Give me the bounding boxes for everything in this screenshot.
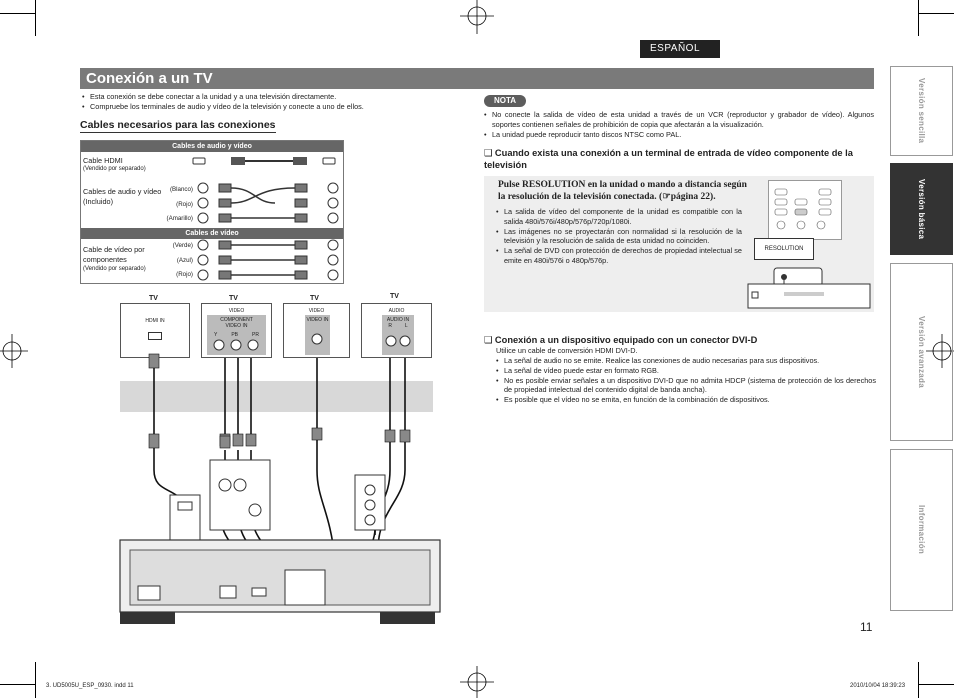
video-group-label: VIDEO bbox=[228, 308, 245, 314]
color-white: (Blanco) bbox=[169, 186, 193, 193]
checkbox-icon: ❑ bbox=[484, 148, 495, 158]
resolution-instruction: Pulse RESOLUTION en la unidad o mando a distancia según la resolución de la televisión conectada. (☞página 22). bbox=[498, 180, 747, 202]
audio-jacks-icon bbox=[382, 333, 414, 349]
component-bullet: • La salida de vídeo del componente de la unidad es compatible con la salida 480i/576i/480p/576p/720p/1080i. bbox=[496, 207, 742, 227]
hdmi-cable-icon bbox=[189, 155, 341, 169]
hdmi-cable-note: (Vendido por separado) bbox=[83, 166, 146, 172]
component-list bbox=[496, 207, 742, 266]
remote-illustration bbox=[768, 180, 842, 240]
color-green: (Verde) bbox=[172, 242, 193, 249]
dvi-bullet: • La señal de audio no se emite. Realice las conexiones de audio necesarias para sus dispositivos. bbox=[496, 356, 876, 366]
nota-bullet: • No conecte la salida de vídeo de esta unidad a través de un VCR (reproductor y grabador de vídeo). Algunos soportes contienen señales de prohibición de copia que afectarán a la visualización. bbox=[484, 110, 874, 130]
tab-informacion[interactable]: Información bbox=[890, 449, 953, 611]
av-cable-label: Cables de audio y vídeo (Incluido) bbox=[83, 187, 162, 206]
tab-version-sencilla[interactable]: Versión sencilla bbox=[890, 66, 953, 156]
player-front-illustration bbox=[744, 236, 874, 312]
dvi-bullet: • La señal de vídeo puede estar en formato RGB. bbox=[496, 366, 876, 376]
pin-y: Y bbox=[214, 332, 218, 338]
registration-mark bbox=[456, 664, 498, 698]
component-heading-text: Cuando exista una conexión a un terminal de entrada de vídeo componente de la televisión bbox=[484, 148, 853, 170]
crop-mark bbox=[918, 13, 954, 14]
component-panel bbox=[484, 176, 874, 312]
video-in-label: VIDEO IN bbox=[306, 317, 329, 323]
page-title-bar bbox=[80, 68, 874, 89]
pin-r: R bbox=[388, 323, 393, 329]
tab-version-basica[interactable]: Versión básica bbox=[890, 163, 953, 255]
pin-pr: PR bbox=[252, 332, 259, 338]
cables-table bbox=[80, 140, 344, 284]
component-bullet: • La señal de DVD con protección de derechos de propiedad intelectual se emite en 480i/576i o 480p/576p. bbox=[496, 246, 742, 266]
crop-mark bbox=[35, 662, 36, 698]
tv-label: TV bbox=[390, 293, 399, 300]
jack-panel bbox=[382, 315, 414, 355]
crop-mark bbox=[918, 662, 919, 698]
crop-mark bbox=[918, 684, 954, 685]
audio-pins bbox=[382, 323, 414, 329]
language-badge: ESPAÑOL bbox=[640, 40, 720, 58]
av-colors bbox=[165, 183, 193, 227]
dvi-list bbox=[496, 356, 876, 405]
audio-group-label: AUDIO bbox=[388, 308, 405, 314]
component-bullet: • Las imágenes no se proyectarán con normalidad si la resolución de la televisión y la resolución de salida de esta unidad no coinciden. bbox=[496, 227, 742, 247]
nota-list bbox=[484, 110, 874, 139]
dvi-bullet: • No es posible enviar señales a un dispositivo DVI-D que no admita HDCP (sistema de protección de los derechos de propiedad intelectual del contenido digital de banda ancha). bbox=[496, 376, 876, 396]
checkbox-icon: ❑ bbox=[484, 335, 495, 345]
dvi-heading bbox=[484, 334, 874, 346]
component-heading bbox=[484, 147, 874, 171]
hdmi-cable-label: Cable HDMI bbox=[83, 156, 123, 165]
component-in-label: COMPONENT VIDEO IN bbox=[220, 317, 253, 329]
registration-mark bbox=[0, 330, 30, 372]
footer-timestamp: 2010/10/04 18:39:23 bbox=[850, 683, 906, 689]
table-header-video: Cables de vídeo bbox=[81, 228, 343, 239]
jack-panel bbox=[207, 315, 266, 355]
intro-bullet: • Esta conexión se debe conectar a la unidad y a una televisión directamente. bbox=[82, 92, 472, 102]
component-colors bbox=[165, 239, 193, 283]
hdmi-in-label: HDMI IN bbox=[145, 318, 165, 324]
remote-control-icon bbox=[769, 181, 843, 241]
pin-pb: PB bbox=[231, 332, 239, 338]
pin-l: L bbox=[404, 323, 408, 329]
video-group-label: VIDEO bbox=[308, 308, 325, 314]
crop-mark bbox=[0, 684, 36, 685]
nota-badge: NOTA bbox=[484, 95, 526, 107]
hdmi-port-icon bbox=[148, 332, 162, 340]
dvi-bullet: • Es posible que el vídeo no se emita, en función de la combinación de dispositivos. bbox=[496, 395, 876, 405]
jack-panel bbox=[305, 315, 330, 355]
component-cable-label: Cable de vídeo por componentes bbox=[83, 245, 145, 264]
color-red: (Rojo) bbox=[176, 271, 193, 278]
component-cable-note: (Vendido por separado) bbox=[83, 266, 146, 272]
color-blue: (Azul) bbox=[176, 256, 193, 264]
crop-mark bbox=[918, 0, 919, 36]
tv-label: TV bbox=[229, 295, 238, 302]
connection-diagram bbox=[110, 350, 445, 630]
crop-mark bbox=[0, 13, 36, 14]
intro-bullet: • Compruebe los terminales de audio y vídeo de la televisión y conecte a uno de ellos. bbox=[82, 102, 472, 112]
tab-version-avanzada[interactable]: Versión avanzada bbox=[890, 263, 953, 441]
dvi-lead: Utilice un cable de conversión HDMI DVI-D. bbox=[496, 346, 638, 355]
footer-file: 3. UD5005U_ESP_0930. indd 11 bbox=[46, 683, 134, 689]
page-title: Conexión a un TV bbox=[86, 70, 213, 87]
tv-label: TV bbox=[149, 295, 158, 302]
av-cable-icon bbox=[195, 181, 343, 227]
color-red: (Rojo) bbox=[176, 200, 193, 208]
color-yellow: (Amarillo) bbox=[166, 215, 193, 222]
registration-mark bbox=[456, 0, 498, 36]
crop-mark bbox=[35, 0, 36, 36]
page-number: 11 bbox=[860, 620, 873, 634]
intro-list bbox=[82, 92, 472, 112]
nota-bullet: • La unidad puede reproducir tanto discos NTSC como PAL. bbox=[484, 130, 874, 140]
component-cable-icon bbox=[195, 239, 343, 283]
dvi-heading-text: Conexión a un dispositivo equipado con un conector DVI-D bbox=[494, 335, 758, 345]
tv-label: TV bbox=[310, 295, 319, 302]
table-header-audio-video: Cables de audio y vídeo bbox=[81, 141, 343, 152]
resolution-button-callout: RESOLUTION bbox=[754, 238, 814, 260]
cables-heading: Cables necesarios para las conexiones bbox=[80, 119, 276, 131]
video-jack-icon bbox=[305, 331, 330, 347]
audio-in-label: AUDIO IN bbox=[386, 317, 410, 323]
